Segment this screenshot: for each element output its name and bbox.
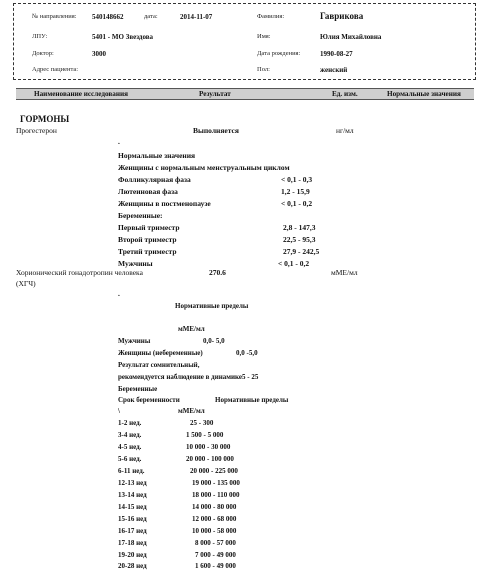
week-value: 19 000 - 135 000 [192, 479, 240, 487]
trimester-value: 27,9 - 242,5 [283, 247, 320, 256]
progesterone-row-value: < 0,1 - 0,3 [281, 175, 313, 184]
week-label: 13-14 нед [118, 491, 147, 499]
hcg-norms-title: Нормативные пределы [175, 302, 249, 310]
doctor-label: Доктор: [32, 50, 54, 57]
hcg-dot: . [118, 289, 120, 298]
surname-label: Фамилия: [257, 13, 285, 20]
hcg-doubtful-line1: Результат сомнительный, [118, 361, 200, 369]
trimester-label: Мужчины [118, 259, 153, 268]
order-value: 540148662 [92, 13, 124, 21]
col-result-header: Результат [199, 90, 231, 98]
hcg-limits-header: Нормативные пределы [215, 396, 289, 404]
test-name-hcg-abbr: (ХГЧ) [16, 279, 36, 288]
col-unit-header: Ед. изм. [332, 90, 358, 98]
hcg-unit: мМЕ/мл [331, 268, 358, 277]
week-value: 10 000 - 30 000 [186, 443, 231, 451]
clinic-label: ЛПУ: [32, 33, 48, 40]
progesterone-pregnant-title: Беременные: [118, 211, 163, 220]
hcg-result: 270.6 [209, 268, 226, 277]
week-value: 18 000 - 110 000 [192, 491, 240, 499]
week-label: 14-15 нед [118, 503, 147, 511]
progesterone-row-value: 1,2 - 15,9 [281, 187, 310, 196]
week-value: 1 600 - 49 000 [195, 562, 236, 570]
hcg-women-value: 0,0 -5,0 [236, 349, 258, 357]
week-label: 1-2 нед. [118, 419, 142, 427]
week-value: 10 000 - 58 000 [192, 527, 237, 535]
progesterone-row-label: Женщины в постменопаузе [118, 199, 211, 208]
progesterone-row-label: Лютеиновая фаза [118, 187, 178, 196]
trimester-value: 2,8 - 147,3 [283, 223, 316, 232]
name-label: Имя: [257, 33, 271, 40]
week-label: 4-5 нед. [118, 443, 142, 451]
test-name-progesterone: Прогестерон [16, 126, 57, 135]
date-value: 2014-11-07 [180, 13, 213, 21]
progesterone-row-value: < 0,1 - 0,2 [281, 199, 313, 208]
order-label: № направления: [32, 13, 77, 20]
name-value: Юлия Михайловна [320, 33, 382, 41]
week-value: 25 - 300 [190, 419, 214, 427]
week-label: 17-18 нед [118, 539, 147, 547]
progesterone-norms-title: Нормальные значения [118, 151, 196, 160]
progesterone-women-cycle: Женщины с нормальным менструальным циклом [118, 163, 290, 172]
hcg-doubtful-line2: рекомендуется наблюдение в динамике5 - 25 [118, 373, 259, 381]
progesterone-unit: нг/мл [336, 126, 354, 135]
trimester-label: Третий триместр [118, 247, 177, 256]
section-title: ГОРМОНЫ [20, 114, 70, 124]
test-name-hcg: Хорионический гонадотропин человека [16, 268, 143, 277]
progesterone-row-label: Фолликулярная фаза [118, 175, 191, 184]
week-value: 20 000 - 225 000 [190, 467, 238, 475]
results-table-header [16, 88, 474, 100]
sex-label: Пол: [257, 66, 270, 73]
trimester-label: Второй триместр [118, 235, 177, 244]
hcg-week-symbol: \ [118, 407, 120, 415]
trimester-label: Первый триместр [118, 223, 180, 232]
surname-value: Гаврикова [320, 11, 364, 21]
hcg-men-label: Мужчины [118, 337, 151, 345]
week-value: 12 000 - 68 000 [192, 515, 237, 523]
date-label: дата: [144, 13, 158, 20]
hcg-pregnant-label: Беременные [118, 385, 158, 393]
week-label: 12-13 нед [118, 479, 147, 487]
address-label: Адрес пациента: [32, 66, 79, 73]
hcg-unit-line: мМЕ/мл [178, 325, 205, 333]
clinic-value: 5401 - МО Звездова [92, 33, 154, 41]
sex-value: женский [320, 66, 348, 74]
hcg-week-unit: мМЕ/мл [178, 407, 205, 415]
week-label: 19-20 нед [118, 551, 147, 559]
doctor-value: 3000 [92, 50, 106, 58]
hcg-women-label: Женщины (небеременные) [118, 349, 203, 357]
week-label: 3-4 нед. [118, 431, 142, 439]
hcg-men-value: 0,0- 5,0 [203, 337, 225, 345]
hcg-term-header: Срок беременности [118, 396, 180, 404]
week-value: 8 000 - 57 000 [195, 539, 236, 547]
week-value: 7 000 - 49 000 [195, 551, 236, 559]
birth-value: 1990-08-27 [320, 50, 353, 58]
week-label: 6-11 нед. [118, 467, 145, 475]
week-label: 20-28 нед [118, 562, 147, 570]
trimester-value: 22,5 - 95,3 [283, 235, 316, 244]
patient-header-box [13, 3, 476, 80]
week-value: 14 000 - 80 000 [192, 503, 237, 511]
week-value: 20 000 - 100 000 [186, 455, 234, 463]
week-value: 1 500 - 5 000 [186, 431, 224, 439]
trimester-value: < 0,1 - 0,2 [278, 259, 310, 268]
week-label: 5-6 нед. [118, 455, 142, 463]
birth-label: Дата рождения: [257, 50, 301, 57]
progesterone-dot: . [118, 137, 120, 146]
week-label: 15-16 нед [118, 515, 147, 523]
progesterone-result: Выполняется [193, 126, 239, 135]
col-norms-header: Нормальные значения [387, 90, 461, 98]
week-label: 16-17 нед [118, 527, 147, 535]
col-name-header: Наименование исследования [34, 90, 129, 98]
